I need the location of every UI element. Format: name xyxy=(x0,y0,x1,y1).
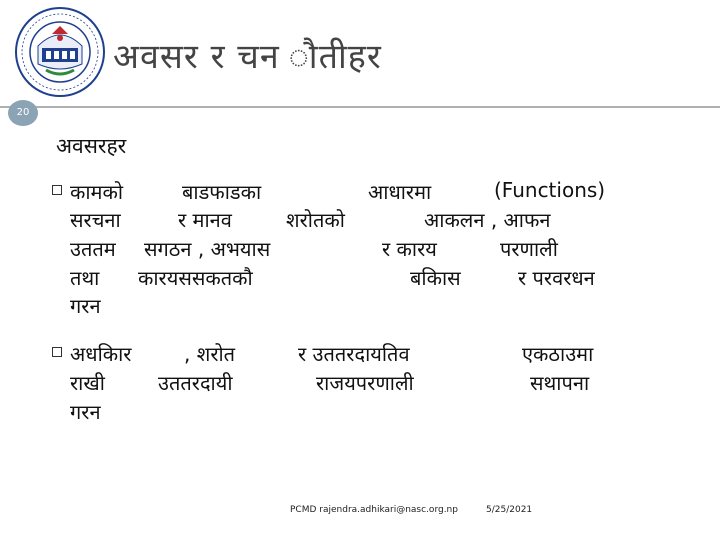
section-heading: अवसरहर xyxy=(56,134,127,158)
bullet-1-line-1-word-4: (Functions) xyxy=(494,178,606,202)
bullet-square-icon xyxy=(52,185,62,195)
bullet-1-line-1-word-3: आधारमा xyxy=(368,180,432,204)
bullet-1-line-2-word-2: र मानव xyxy=(178,208,232,232)
bullet-2-line-2-word-3: राजयपरणाली xyxy=(316,371,414,395)
bullet-1-line-3-word-1: उततम xyxy=(70,237,116,261)
bullet-1-line-2-word-1: सरचना xyxy=(70,208,121,232)
bullet-1-line-5-word-1: गरन xyxy=(70,294,101,318)
bullet-2-line-1-word-1: अधकिार xyxy=(70,342,132,366)
footer-date: 5/25/2021 xyxy=(486,505,533,515)
bullet-1-line-4-word-4: र परवरधन xyxy=(518,266,595,290)
bullet-2-line-3-word-1: गरन xyxy=(70,400,101,424)
bullet-2-line-2-word-4: सथापना xyxy=(530,371,590,395)
bullet-2-line-2-word-1: राखी xyxy=(70,371,105,395)
bullet-1-line-3-word-3: र कारय xyxy=(382,237,437,261)
institution-logo-seal xyxy=(8,4,112,100)
bullet-1-line-2-word-3: शरोतको xyxy=(286,208,345,232)
bullet-1-line-4-word-2: कारयससकतकौ xyxy=(138,266,253,290)
bullet-square-icon xyxy=(52,347,62,357)
header-divider xyxy=(0,106,720,108)
page-number-badge: 20 xyxy=(8,100,38,126)
bullet-1-line-1-word-1: कामको xyxy=(70,180,124,204)
bullet-1-line-4-word-3: बकिास xyxy=(410,266,461,290)
slide-title: अवसर र चन ौतीहर xyxy=(113,37,382,77)
bullet-2-line-1-word-3: र उततरदायतिव xyxy=(298,342,410,366)
bullet-item-2 xyxy=(52,340,652,430)
bullet-item-1 xyxy=(52,178,652,323)
bullet-2-line-2-word-2: उततरदायी xyxy=(158,371,233,395)
bullet-1-line-1-word-2: बाडफाडका xyxy=(182,180,262,204)
footer-email: PCMD rajendra.adhikari@nasc.org.np xyxy=(290,505,458,515)
bullet-2-line-1-word-2: , शरोत xyxy=(184,342,236,366)
bullet-1-line-3-word-2: सगठन , अभयास xyxy=(144,237,271,261)
bullet-1-line-3-word-4: परणाली xyxy=(500,237,558,261)
bullet-1-line-2-word-4: आकलन , आफन xyxy=(424,208,551,232)
bullet-1-line-4-word-1: तथा xyxy=(70,266,100,290)
bullet-2-line-1-word-4: एकठाउमा xyxy=(522,342,594,366)
